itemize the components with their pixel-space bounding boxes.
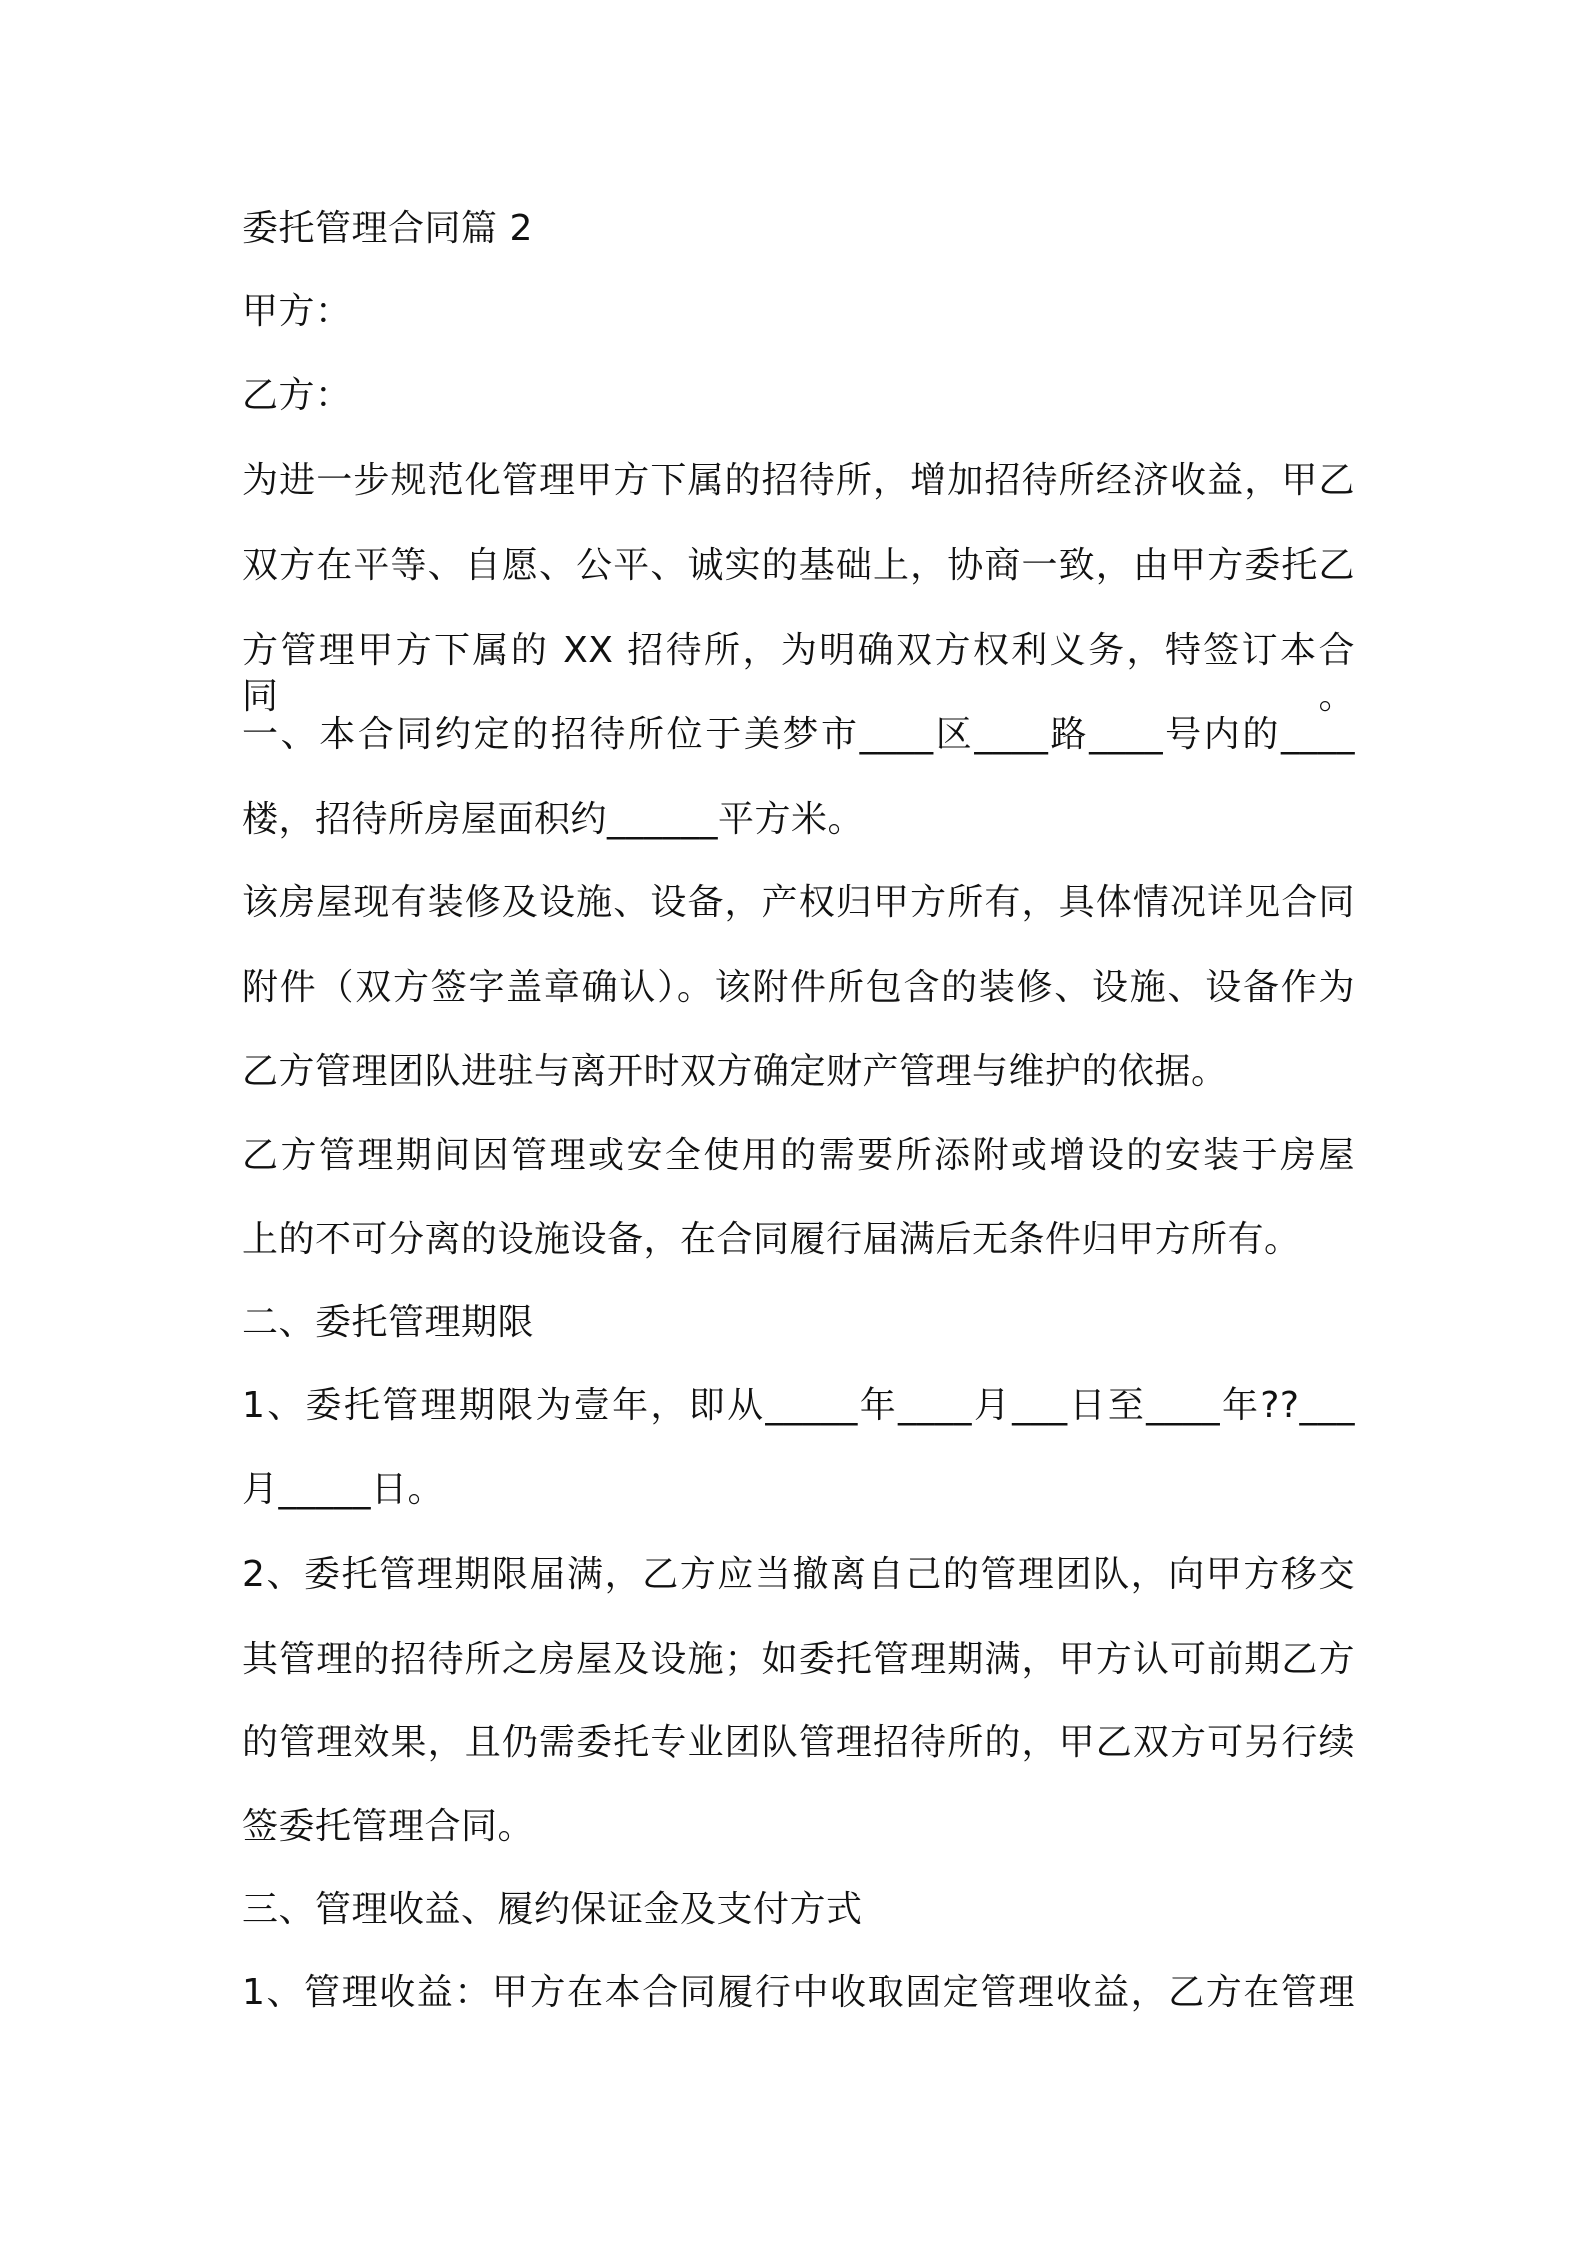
expiry-line-2: 其管理的招待所之房屋及设施；如委托管理期满，甲方认可前期乙方 [242, 1639, 1355, 1680]
property-line-1: 该房屋现有装修及设施、设备，产权归甲方所有，具体情况详见合同 [242, 882, 1355, 923]
document-title: 委托管理合同篇 2 [242, 208, 533, 249]
clause-1-line-1: 一、本合同约定的招待所位于美梦市____区____路____号内的____ [242, 714, 1355, 755]
party-b-label: 乙方： [242, 375, 352, 416]
intro-line-1: 为进一步规范化管理甲方下属的招待所，增加招待所经济收益，甲乙 [242, 460, 1355, 501]
expiry-line-3: 的管理效果，且仍需委托专业团队管理招待所的，甲乙双方可另行续 [242, 1722, 1355, 1763]
expiry-line-1: 2、委托管理期限届满，乙方应当撤离自己的管理团队，向甲方移交 [242, 1554, 1355, 1595]
section-3-heading: 三、管理收益、履约保证金及支付方式 [242, 1889, 863, 1930]
revenue-line-1: 1、管理收益：甲方在本合同履行中收取固定管理收益，乙方在管理 [242, 1972, 1355, 2013]
property-line-2: 附件（双方签字盖章确认）。该附件所包含的装修、设施、设备作为 [242, 967, 1355, 1008]
expiry-line-4: 签委托管理合同。 [242, 1806, 535, 1847]
party-a-label: 甲方： [242, 291, 352, 332]
additions-line-2: 上的不可分离的设施设备，在合同履行届满后无条件归甲方所有。 [242, 1219, 1301, 1260]
clause-1-line-2: 楼，招待所房屋面积约______平方米。 [242, 799, 865, 840]
property-line-3: 乙方管理团队进驻与离开时双方确定财产管理与维护的依据。 [242, 1051, 1228, 1092]
intro-line-3: 方管理甲方下属的 XX 招待所，为明确双方权利义务，特签订本合同。 [242, 630, 1355, 717]
term-line-1: 1、委托管理期限为壹年，即从_____年____月___日至____年??___ [242, 1385, 1355, 1426]
term-line-2: 月_____日。 [242, 1469, 445, 1510]
additions-line-1: 乙方管理期间因管理或安全使用的需要所添附或增设的安装于房屋 [242, 1135, 1355, 1176]
section-2-heading: 二、委托管理期限 [242, 1302, 535, 1343]
intro-line-2: 双方在平等、自愿、公平、诚实的基础上，协商一致，由甲方委托乙 [242, 545, 1355, 586]
